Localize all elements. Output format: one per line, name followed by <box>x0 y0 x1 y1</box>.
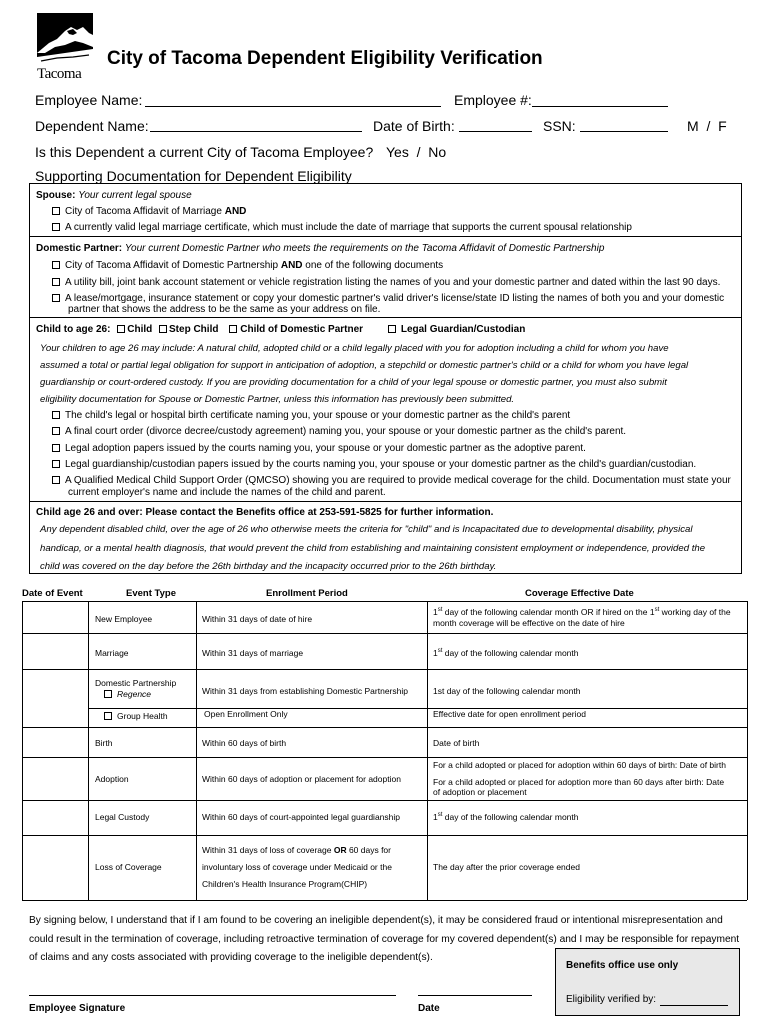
checkbox[interactable] <box>52 294 60 302</box>
gender-options[interactable]: M / F <box>687 118 727 134</box>
logo-text: Tacoma <box>37 66 82 82</box>
supporting-heading: Supporting Documentation for Dependent Eligibility <box>35 168 352 184</box>
row7-period-2: involuntary loss of coverage under Medicaid or the <box>202 862 392 872</box>
checkbox[interactable] <box>52 223 60 231</box>
spouse-section <box>29 183 742 237</box>
row-divider <box>22 800 747 801</box>
attestation-line-1: By signing below, I understand that if I am found to be covering an ineligible dependent(s), it may be considered fraud or intentional misrepresentation and <box>29 915 723 926</box>
row7-period-1: Within 31 days of loss of coverage OR 60 days for <box>202 845 391 855</box>
checkbox[interactable] <box>52 427 60 435</box>
ssn-label: SSN: <box>543 118 576 134</box>
child-over-desc-1: Any dependent disabled child, over the age of 26 who otherwise meets the criteria for "child" and is Incapacitated due to developmental disability, physical <box>40 524 693 535</box>
row5-coverage-2: For a child adopted or placed for adoption more than 60 days after birth: Date <box>433 777 725 787</box>
row6-event: Legal Custody <box>95 812 150 822</box>
row3b-period: Open Enrollment Only <box>204 709 288 719</box>
row3b-coverage: Effective date for open enrollment period <box>433 709 586 719</box>
row5-coverage-1: For a child adopted or placed for adoption within 60 days of birth: Date of birth <box>433 760 726 770</box>
row7-period-3: Children's Health Insurance Program(CHIP) <box>202 879 368 889</box>
row-divider <box>22 757 747 758</box>
step-child-checkbox[interactable] <box>159 325 167 333</box>
row7-coverage: The day after the prior coverage ended <box>433 862 580 872</box>
row-divider <box>22 727 747 728</box>
checkbox[interactable] <box>52 207 60 215</box>
header-coverage-date: Coverage Effective Date <box>525 588 634 599</box>
row4-period: Within 60 days of birth <box>202 738 287 748</box>
spouse-item-affidavit[interactable]: City of Tacoma Affidavit of Marriage AND <box>52 206 246 217</box>
child-item-guardianship[interactable]: Legal guardianship/custodian papers issued by the courts naming you, your spouse or your domestic partner as the child's guardian/custodian. <box>52 459 696 470</box>
checkbox[interactable] <box>104 690 112 698</box>
spouse-item-certificate[interactable]: A currently valid legal marriage certificate, which must include the date of marriage that supports the current spousal relationship <box>52 222 632 233</box>
col-divider <box>747 601 748 900</box>
child-desc-2: assumed a total or partial legal obligation for support in anticipation of adoption, a stepchild or domestic partner's child or a child for whom you have legal <box>40 360 689 371</box>
child-desc-3: guardianship or court-ordered custody. If you are providing documentation for a child of your legal spouse or domestic partner, you must also submit <box>40 377 667 388</box>
child-item-court[interactable]: A final court order (divorce decree/custody agreement) naming you, your spouse or your domestic partner as the child's parent. <box>52 426 626 437</box>
domestic-item-utility[interactable]: A utility bill, joint bank account statement or vehicle registration listing the names of you and your domestic partner and dated within the last 90 days. <box>52 277 720 288</box>
checkbox[interactable] <box>104 712 112 720</box>
row-divider <box>22 633 747 634</box>
benefits-office-box <box>555 948 740 1016</box>
checkbox[interactable] <box>52 278 60 286</box>
spouse-header: Spouse: Your current legal spouse <box>36 190 192 201</box>
signature-label: Employee Signature <box>29 1003 126 1014</box>
row-divider <box>88 708 747 709</box>
header-event-type: Event Type <box>126 588 176 599</box>
child-desc-1: Your children to age 26 may include: A natural child, adopted child or a child legally placed with you for adoption including a child for whom you have <box>40 343 669 354</box>
checkbox[interactable] <box>52 411 60 419</box>
domestic-header: Domestic Partner: Your current Domestic Partner who meets the requirements on the Tacoma Affidavit of Domestic Partnership <box>36 243 605 254</box>
employee-name-field[interactable] <box>145 106 441 107</box>
row-divider <box>22 835 747 836</box>
row5-coverage-2-cont: of adoption or placement <box>433 787 527 797</box>
row6-coverage: 1st day of the following calendar month <box>433 812 579 822</box>
row4-event: Birth <box>95 738 113 748</box>
domestic-partner-section <box>29 236 742 318</box>
row-divider <box>22 900 747 901</box>
row2-period: Within 31 days of marriage <box>202 648 304 658</box>
mountain-logo-icon <box>37 13 93 65</box>
child-item-qmcso-cont: current employer's name and include the names of the child and parent. <box>68 487 386 498</box>
row6-period: Within 60 days of court-appointed legal guardianship <box>202 812 400 822</box>
row4-coverage: Date of birth <box>433 738 480 748</box>
domestic-item-affidavit[interactable]: City of Tacoma Affidavit of Domestic Partnership AND one of the following documents <box>52 260 443 271</box>
page-title: City of Tacoma Dependent Eligibility Verification <box>107 48 543 69</box>
row5-event: Adoption <box>95 774 129 784</box>
child-over-26-section <box>29 501 742 574</box>
signature-field[interactable] <box>29 995 396 996</box>
domestic-child-checkbox[interactable] <box>229 325 237 333</box>
attestation-line-2: could result in the termination of coverage, including retroactive termination of coverage for my covered dependent(s) and I may be responsible for repayment <box>29 934 740 945</box>
verified-label: Eligibility verified by: <box>566 994 657 1005</box>
child-item-adoption[interactable]: Legal adoption papers issued by the courts naming you, your spouse or your domestic partner as the adoptive parent. <box>52 443 586 454</box>
row1-period: Within 31 days of date of hire <box>202 614 313 624</box>
row-divider <box>22 601 747 602</box>
col-divider <box>427 601 428 900</box>
event-table <box>22 587 747 905</box>
guardian-checkbox[interactable] <box>388 325 396 333</box>
dob-field[interactable] <box>459 131 532 132</box>
row3-event: Domestic Partnership <box>95 678 177 688</box>
child-over-desc-3: child was covered on the day before the 26th birthday and the incapacity occurred prior to the 26th birthday. <box>40 561 497 572</box>
dependent-name-field[interactable] <box>150 131 362 132</box>
dependent-name-label: Dependent Name: <box>35 118 149 134</box>
col-divider <box>196 601 197 900</box>
date-field[interactable] <box>418 995 532 996</box>
office-title: Benefits office use only <box>566 960 679 971</box>
row3b-group-health[interactable]: Group Health <box>104 711 168 721</box>
checkbox[interactable] <box>52 444 60 452</box>
employee-question: Is this Dependent a current City of Tacoma Employee? <box>35 144 374 160</box>
child-section <box>29 317 742 502</box>
child-item-qmcso[interactable]: A Qualified Medical Child Support Order (QMCSO) showing you are required to provide medical coverage for the child. Documentation must state your <box>52 475 731 486</box>
child-header: Child to age 26: Child Step Child Child of Domestic Partner Legal Guardian/Custodian <box>36 324 526 335</box>
row3-regence[interactable]: Regence <box>104 689 151 699</box>
row1-event: New Employee <box>95 614 153 624</box>
date-label: Date <box>418 1003 440 1014</box>
domestic-item-lease-cont: partner that shows the address to be the same as your address on file. <box>68 304 381 315</box>
child-checkbox[interactable] <box>117 325 125 333</box>
employee-name-label: Employee Name: <box>35 92 143 108</box>
row-divider <box>22 669 747 670</box>
employee-number-field[interactable] <box>532 106 668 107</box>
row2-event: Marriage <box>95 648 129 658</box>
attestation-line-3: of claims and any costs associated with providing coverage to the ineligible dependent(s). <box>29 952 433 963</box>
row3-coverage: 1st day of the following calendar month <box>433 686 581 696</box>
checkbox[interactable] <box>52 261 60 269</box>
child-over-desc-2: handicap, or a mental health diagnosis, that would prevent the child from establishing and maintaining consistent employment or independence, provided the <box>40 543 706 554</box>
city-logo <box>37 13 93 83</box>
row7-event: Loss of Coverage <box>95 862 162 872</box>
ssn-field[interactable] <box>580 131 668 132</box>
header-enrollment-period: Enrollment Period <box>266 588 348 599</box>
checkbox[interactable] <box>52 476 60 484</box>
dob-label: Date of Birth: <box>373 118 455 134</box>
row1-coverage: 1st day of the following calendar month OR if hired on the 1st working day of the <box>433 607 731 617</box>
row2-coverage: 1st day of the following calendar month <box>433 648 579 658</box>
row5-period: Within 60 days of adoption or placement for adoption <box>202 774 401 784</box>
verified-field[interactable] <box>660 1005 728 1006</box>
col-divider <box>22 601 23 900</box>
child-over-header: Child age 26 and over: Please contact the Benefits office at 253-591-5825 for further information. <box>36 507 494 518</box>
child-item-birth[interactable]: The child's legal or hospital birth certificate naming you, your spouse or your domestic partner as the child's parent <box>52 410 570 421</box>
employee-question-options[interactable]: Yes / No <box>386 144 447 160</box>
checkbox[interactable] <box>52 460 60 468</box>
col-divider <box>88 601 89 900</box>
employee-number-label: Employee #: <box>454 92 532 108</box>
header-date-of-event: Date of Event <box>22 588 83 599</box>
row3-period: Within 31 days from establishing Domestic Partnership <box>202 686 408 696</box>
child-desc-4: eligibility documentation for Spouse or Domestic Partner, unless this information has previously been submitted. <box>40 394 515 405</box>
row1-coverage-cont: month coverage will be effective on the date of hire <box>433 618 625 628</box>
domestic-item-lease[interactable]: A lease/mortgage, insurance statement or copy your domestic partner's valid driver's license/state ID listing the names of both you and your domestic <box>52 293 724 304</box>
